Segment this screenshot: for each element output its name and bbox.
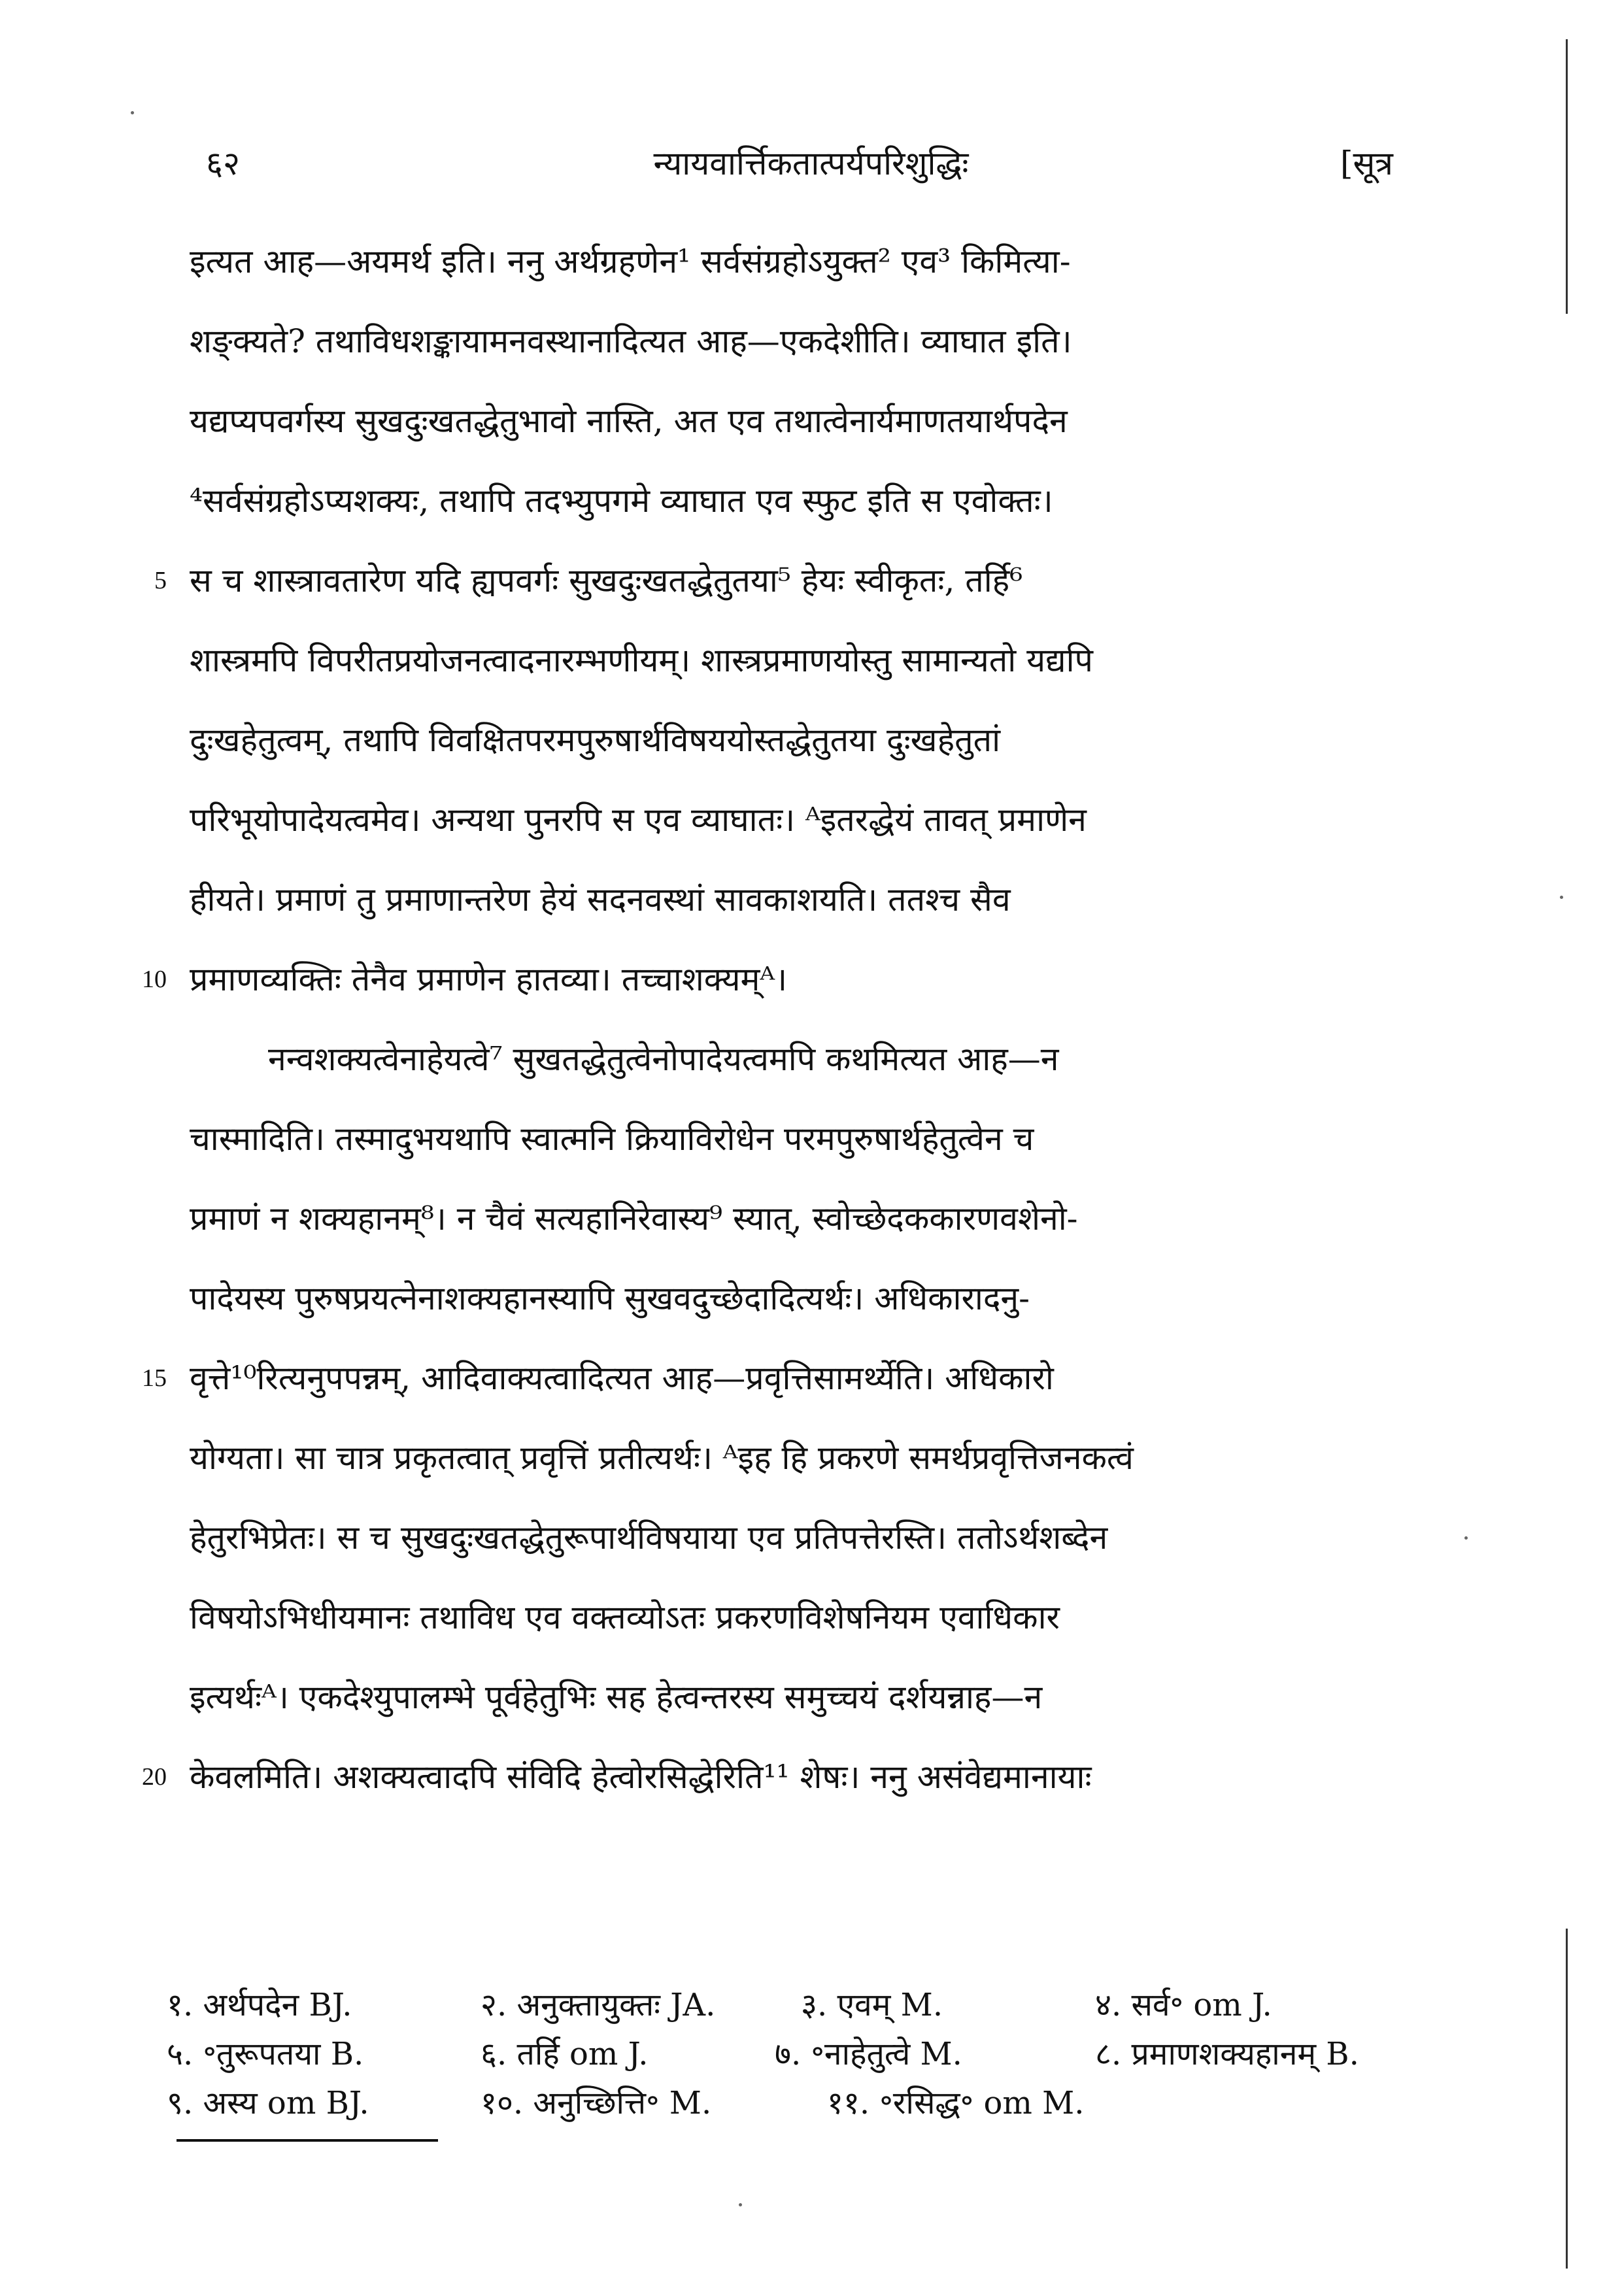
line-number: 10 (142, 966, 167, 993)
running-title: न्यायवार्त्तिकतात्पर्यपरिशुद्धिः (653, 144, 969, 182)
footnote-divider (177, 2139, 438, 2142)
footnote: १०. अनुच्छित्ति॰ M. (481, 2085, 712, 2121)
scan-speck (131, 111, 134, 114)
scan-edge-line (1566, 1929, 1568, 2269)
line-number: 20 (142, 1763, 167, 1791)
text-line: केवलमिति। अशक्यत्वादपि संविदि हेत्वोरसिद्धेरिति¹¹ शेषः। ननु असंवेद्यमानायाः (190, 1758, 1092, 1796)
text-line: हीयते। प्रमाणं तु प्रमाणान्तरेण हेयं सदनवस्थां सावकाशयति। ततश्च सैव (190, 881, 1011, 919)
footnote: ८. प्रमाणशक्यहानम् B. (1095, 2036, 1359, 2072)
footnote: ९. अस्य om BJ. (167, 2085, 369, 2121)
scan-speck (739, 2203, 742, 2206)
text-line: यद्यप्यपवर्गस्य सुखदुःखतद्धेतुभावो नास्ति, अत एव तथात्वेनार्यमाणतयार्थपदेन (190, 402, 1068, 440)
text-line: ⁴सर्वसंग्रहोऽप्यशक्यः, तथापि तदभ्युपगमे व्याघात एव स्फुट इति स एवोक्तः। (190, 482, 1053, 520)
text-line: पादेयस्य पुरुषप्रयत्नेनाशक्यहानस्यापि सुखवदुच्छेदादित्यर्थः। अधिकारादनु- (190, 1279, 1030, 1317)
text-line: स च शास्त्रावतारेण यदि ह्यपवर्गः सुखदुःखतद्धेतुतया⁵ हेयः स्वीकृतः, तर्हि⁶ (190, 562, 1023, 599)
page-number: ६२ (206, 144, 240, 182)
scan-edge-line (1566, 39, 1568, 314)
section-label: [सूत्र (1340, 144, 1393, 182)
footnote: २. अनुक्तायुक्तः JA. (481, 1987, 716, 2023)
line-number: 15 (142, 1364, 167, 1392)
text-line: दुःखहेतुत्वम्, तथापि विवक्षितपरमपुरुषार्थविषययोस्तद्धेतुतया दुःखहेतुतां (190, 721, 1001, 759)
text-line: चास्मादिति। तस्मादुभयथापि स्वात्मनि क्रियाविरोधेन परमपुरुषार्थहेतुत्वेन च (190, 1120, 1034, 1158)
text-line: विषयोऽभिधीयमानः तथाविध एव वक्तव्योऽतः प्रकरणविशेषनियम एवाधिकार (190, 1598, 1060, 1636)
footnote: ५. ॰तुरूपतया B. (167, 2036, 364, 2072)
text-line: योग्यता। सा चात्र प्रकृतत्वात् प्रवृत्तिं प्रतीत्यर्थः। ᴬइह हि प्रकरणे समर्थप्रवृत्तिजनकत्वं (190, 1439, 1134, 1477)
text-line: नन्वशक्यत्वेनाहेयत्वे⁷ सुखतद्धेतुत्वेनोपादेयत्वमपि कथमित्यत आह—न (268, 1040, 1059, 1078)
line-number: 5 (154, 567, 167, 594)
text-line: प्रमाणं न शक्यहानम्⁸। न चैवं सत्यहानिरेवास्य⁹ स्यात्, स्वोच्छेदककारणवशेनो- (190, 1200, 1078, 1238)
text-line: हेतुरभिप्रेतः। स च सुखदुःखतद्धेतुरूपार्थविषयाया एव प्रतिपत्तेरस्ति। ततोऽर्थशब्देन (190, 1519, 1108, 1557)
text-line: इत्यर्थःᴬ। एकदेश्युपालम्भे पूर्वहेतुभिः सह हेत्वन्तरस्य समुच्चयं दर्शयन्नाह—न (190, 1678, 1043, 1716)
footnote: ४. सर्व॰ om J. (1095, 1987, 1272, 2023)
footnote: ७. ॰नाहेतुत्वे M. (775, 2036, 962, 2072)
text-line: शङ्क्यते? तथाविधशङ्कायामनवस्थानादित्यत आह—एकदेशीति। व्याघात इति। (190, 322, 1072, 360)
text-line: परिभूयोपादेयत्वमेव। अन्यथा पुनरपि स एव व्याघातः। ᴬइतरद्धेयं तावत् प्रमाणेन (190, 801, 1087, 839)
footnote: १. अर्थपदेन BJ. (167, 1987, 352, 2023)
text-line: वृत्ते¹⁰रित्यनुपपन्नम्, आदिवाक्यत्वादित्यत आह—प्रवृत्तिसामर्थ्येति। अधिकारो (190, 1359, 1054, 1397)
scan-speck (1464, 1536, 1468, 1540)
text-line: शास्त्रमपि विपरीतप्रयोजनत्वादनारम्भणीयम्। शास्त्रप्रमाणयोस्तु सामान्यतो यद्यपि (190, 641, 1093, 679)
text-line: प्रमाणव्यक्तिः तेनैव प्रमाणेन हातव्या। तच्चाशक्यम्ᴬ। (190, 960, 788, 998)
footnote: ११. ॰रसिद्ध॰ om M. (827, 2085, 1085, 2121)
footnote: ६. तर्हि om J. (481, 2036, 649, 2072)
scan-speck (1560, 896, 1563, 899)
text-line: इत्यत आह—अयमर्थ इति। ननु अर्थग्रहणेन¹ सर्वसंग्रहोऽयुक्त² एव³ किमित्या- (190, 243, 1071, 280)
footnote: ३. एवम् M. (801, 1987, 943, 2023)
